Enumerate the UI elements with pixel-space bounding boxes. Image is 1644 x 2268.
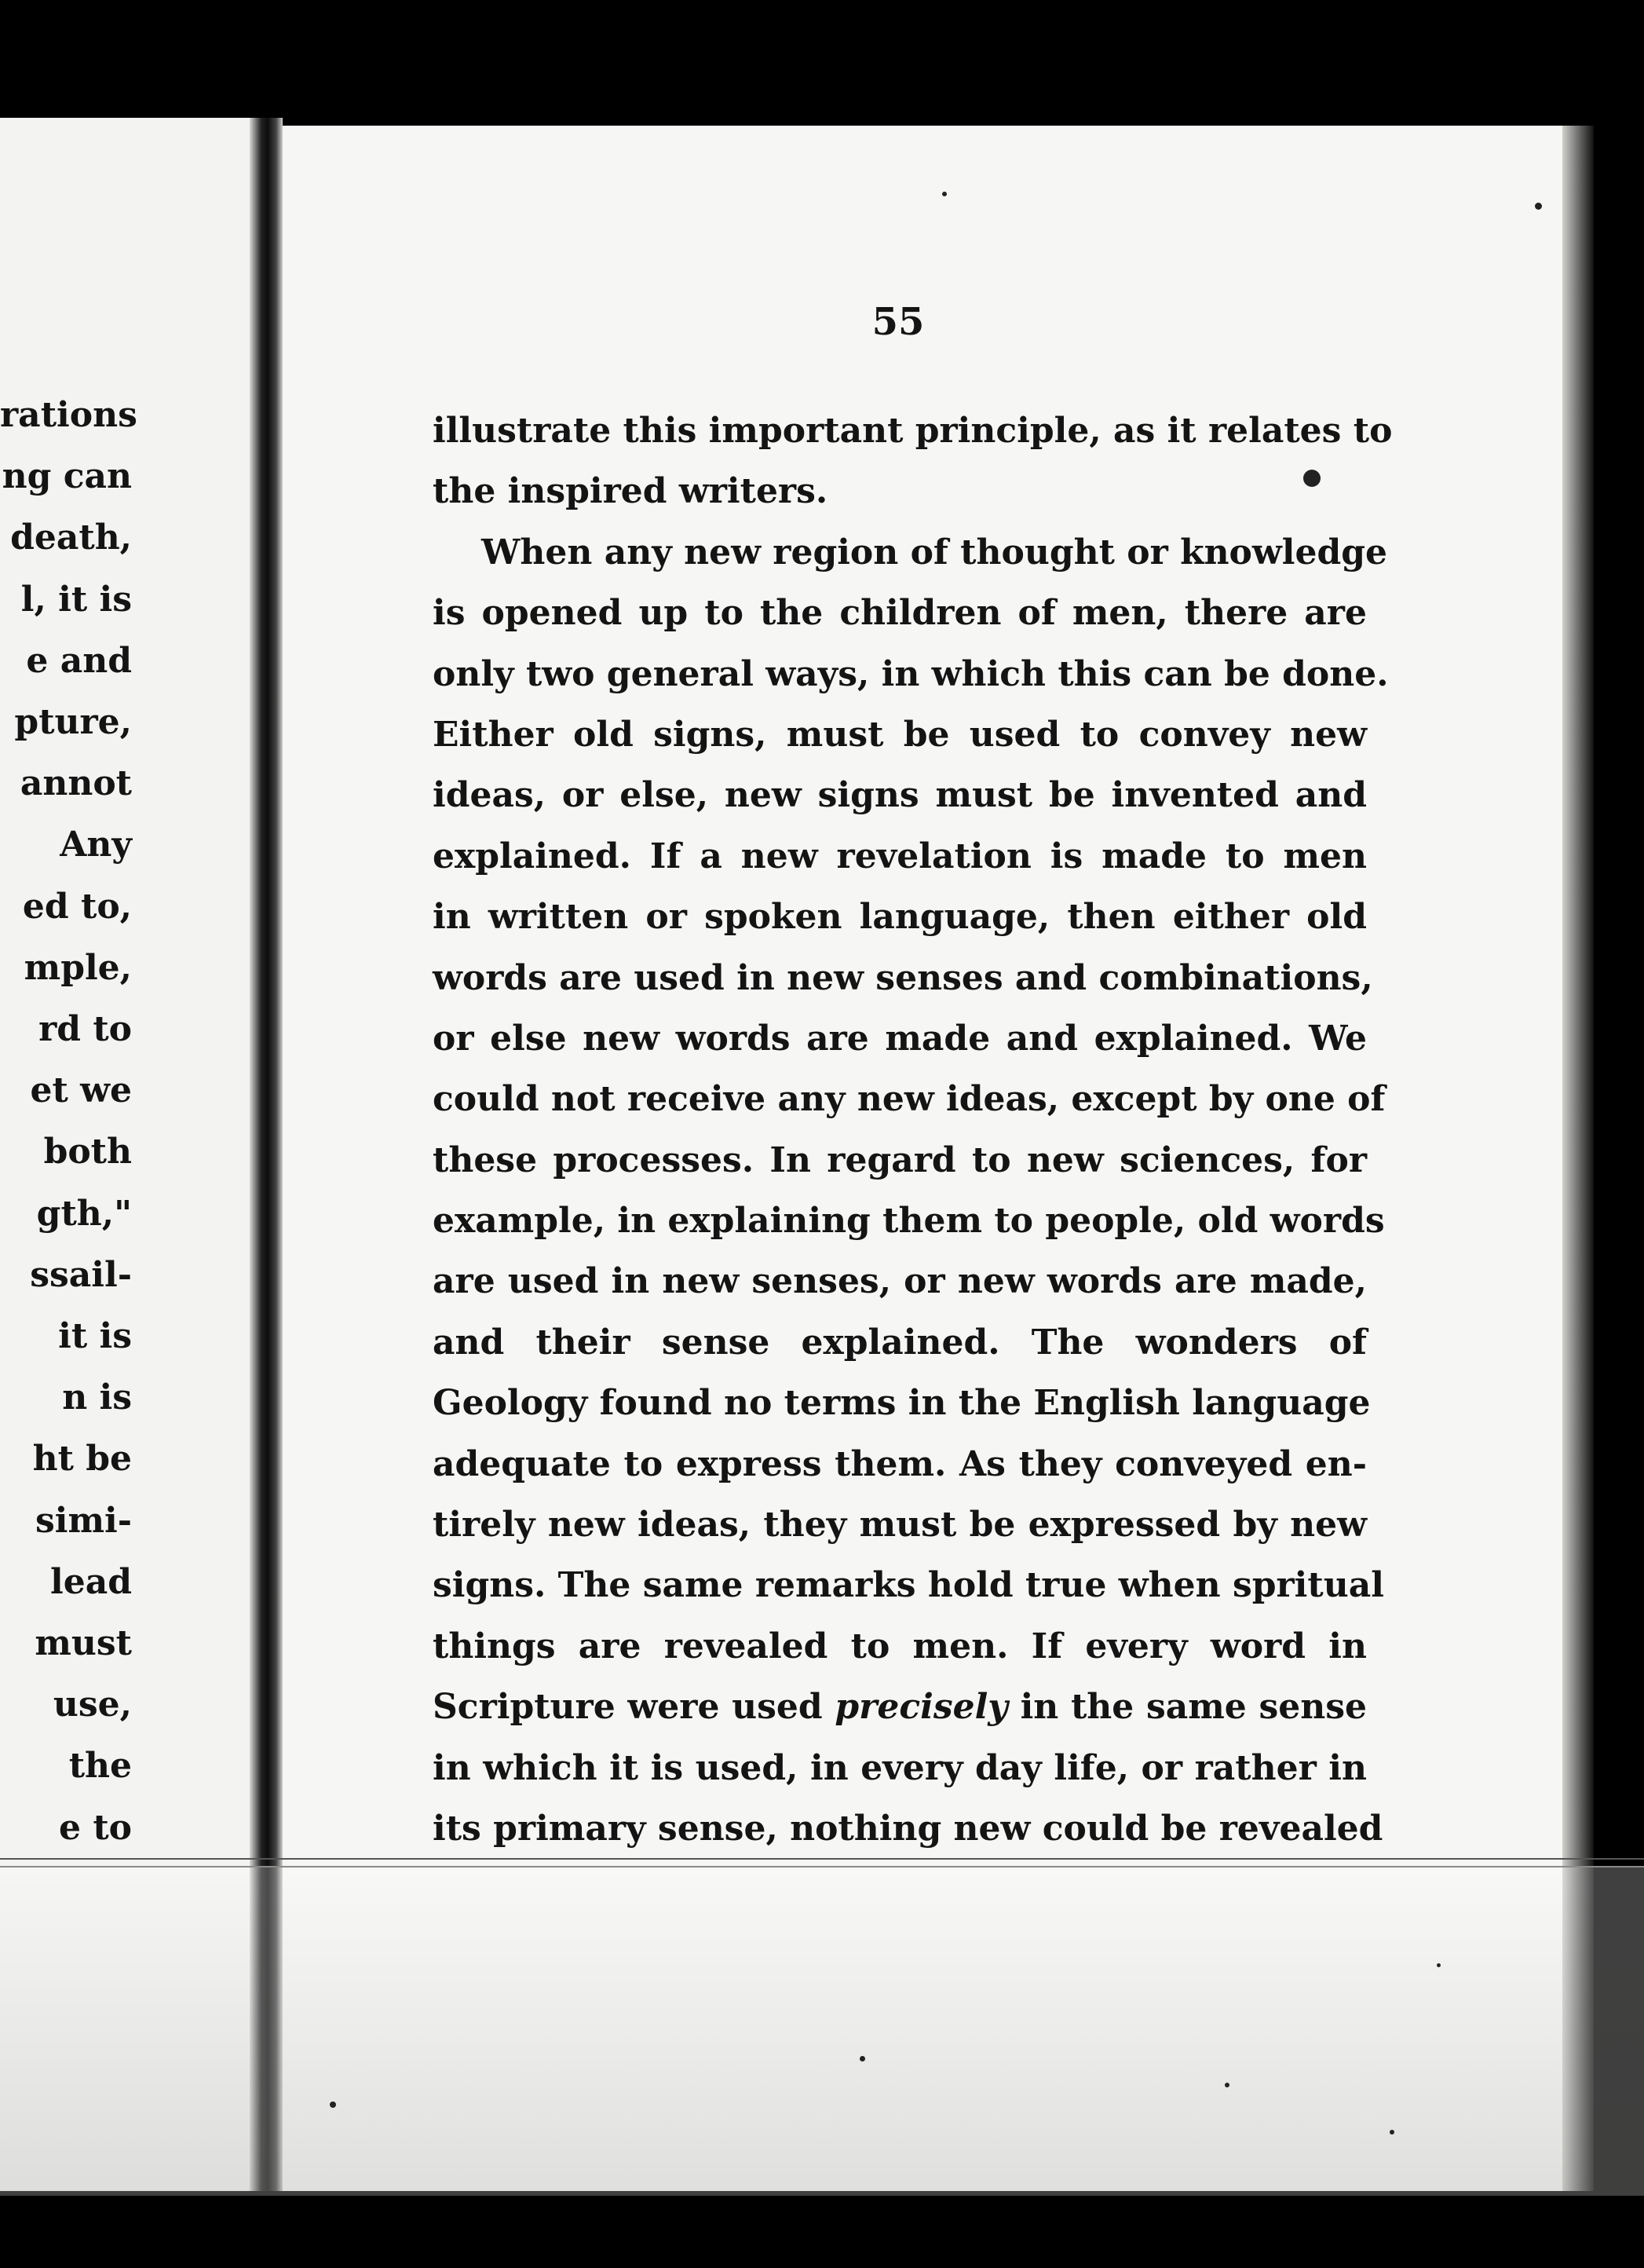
left-fragment: n is	[62, 1377, 132, 1418]
page-number: 55	[871, 300, 925, 344]
left-fragment: annot	[20, 763, 132, 804]
left-fragment: death,	[10, 518, 132, 558]
text-line: in which it is used, in every day life, or rather in	[433, 1747, 1367, 1788]
left-fragment: pture,	[14, 702, 132, 743]
left-fragment: e and	[26, 640, 132, 681]
text-line: adequate to express them. As they conveyed en-	[433, 1443, 1367, 1484]
emphasized-word: precisely	[835, 1687, 1008, 1728]
left-fragment: ht be	[32, 1439, 132, 1480]
book-gutter	[250, 118, 283, 2191]
left-page-text-fragments	[0, 385, 137, 1859]
text-line-with-emphasis	[433, 1677, 1367, 1737]
text-line: these processes. In regard to new sciences, for	[433, 1139, 1367, 1180]
left-fragment: ssail-	[30, 1254, 132, 1295]
left-fragment: rations	[0, 395, 137, 435]
left-fragment: ed to,	[22, 886, 132, 927]
left-fragment: both	[43, 1132, 132, 1172]
text-line: Either old signs, must be used to convey new	[433, 714, 1367, 755]
left-fragment: simi-	[35, 1500, 132, 1541]
text-line: things are revealed to men. If every word in	[433, 1626, 1367, 1666]
text-line: words are used in new senses and combinations,	[433, 957, 1373, 998]
text-line: only two general ways, in which this can be done.	[433, 653, 1389, 694]
text-line: are used in new senses, or new words are made,	[433, 1261, 1367, 1302]
text-run: in the same sense	[1007, 1687, 1368, 1728]
left-fragment: mple,	[24, 947, 132, 988]
text-run: Scripture were used	[433, 1687, 835, 1728]
left-fragment: e to	[59, 1807, 132, 1848]
left-fragment: must	[35, 1623, 132, 1664]
text-line: When any new region of thought or knowledge	[481, 532, 1388, 572]
text-line: could not receive any new ideas, except by one of	[433, 1079, 1386, 1120]
text-line: explained. If a new revelation is made to men	[433, 836, 1367, 876]
left-fragment: rd to	[38, 1009, 132, 1050]
left-fragment: Any	[60, 825, 132, 865]
left-fragment: it is	[58, 1316, 132, 1357]
right-page-edge-shadow	[1562, 126, 1594, 2191]
left-fragment: the	[68, 1746, 132, 1787]
text-line: and their sense explained. The wonders of	[433, 1322, 1367, 1363]
text-line: example, in explaining them to people, old words	[433, 1201, 1385, 1242]
text-line: its primary sense, nothing new could be revealed	[433, 1808, 1383, 1849]
left-fragment: ng can	[2, 456, 132, 497]
text-line: or else new words are made and explained. We	[433, 1018, 1367, 1059]
left-fragment: l, it is	[20, 579, 132, 620]
text-line: signs. The same remarks hold true when spritual	[433, 1565, 1384, 1606]
text-line: the inspired writers.	[433, 471, 828, 512]
text-line: is opened up to the children of men, there are	[433, 593, 1367, 634]
left-fragment: gth,"	[36, 1193, 132, 1234]
text-line: ideas, or else, new signs must be invented and	[433, 775, 1367, 816]
text-line: in written or spoken language, then either old	[433, 897, 1367, 938]
left-fragment: lead	[50, 1561, 132, 1602]
text-line: illustrate this important principle, as it relates to	[433, 411, 1393, 451]
text-line: Geology found no terms in the English language	[433, 1383, 1371, 1424]
text-line: tirely new ideas, they must be expressed by new	[433, 1505, 1367, 1546]
left-fragment: use,	[53, 1685, 132, 1725]
body-text	[433, 401, 1393, 1859]
left-fragment: et we	[30, 1070, 132, 1111]
